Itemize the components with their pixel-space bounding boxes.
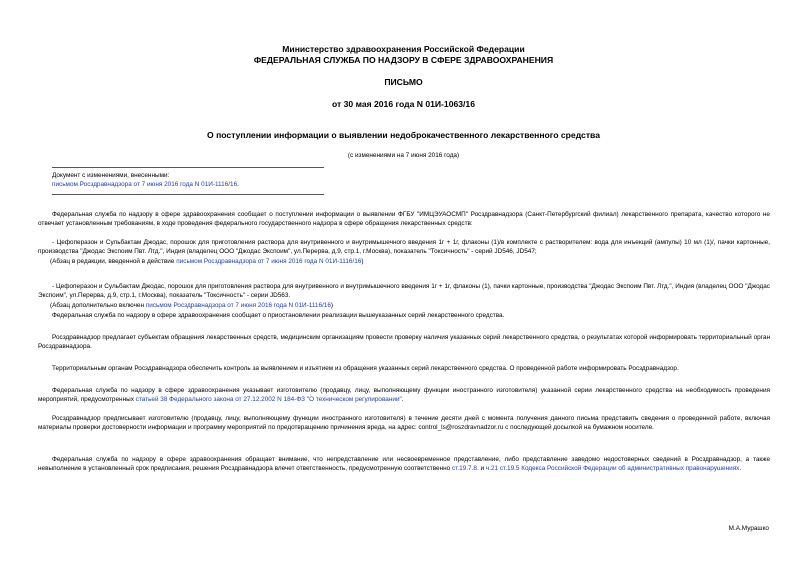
paragraph-suspension: Федеральная служба по надзору в сфере здравоохранения сообщает о приостановлении реализации вышеуказанных серий лекарственного средства. [52, 312, 505, 319]
paragraph-item-1: - Цефоперазон и Сульбактам Джодас, порошок для приготовления раствора для внутривенного и внутримышечного введения 1г + 1г, флаконы (1)/в комплекте с растворителем: вода для инъекций (ампулы) 10 мл (1)/, пачки картонные, производства "Джодас Экспоим Пвт. Лтд.", Индия (владелец ООО "Джодас Экспоим", ул.Перерва, д.9, стр.1, г.Москва), показатель "Токсичность" - серий JD546, JD547; [38, 239, 770, 256]
paragraph-manufacturer-measures: Федеральная служба по надзору в сфере здравоохранения указывает изготовителю (продавцу, лицу, выполняющему функции иностранного изготовителя) указанной серии лекарственного средства на необходимость проведения мероприятий, предусмотренных статьей 38 Федерального закона от 27.12.2002 N 184-ФЗ "О техническом регулировании". [38, 387, 770, 404]
changes-note: (с изменениями на 7 июня 2016 года) [347, 152, 460, 159]
document-type: ПИСЬМО [384, 77, 423, 87]
service-name: ФЕДЕРАЛЬНАЯ СЛУЖБА ПО НАДЗОРУ В СФЕРЕ ЗДРАВООХРАНЕНИЯ [253, 55, 554, 65]
ministry-name: Министерство здравоохранения Российской Федерации [282, 44, 525, 54]
paragraph-item-2-note: (Абзац дополнительно включен письмом Росздравнадзора от 7 июня 2016 года N 01И-1116/16) [50, 302, 334, 309]
paragraph-intro: Федеральная служба по надзору в сфере здравоохранения сообщает о поступлении информации о выявлении ФГБУ "ИМЦЭУАОСМП" Росздравнадзора (Санкт-Петербургский филиал) лекарственного препарата, качество которого не отвечает установленным требованиям, в ходе проведения федерального государственного надзора в сфере обращения лекарственных средств: [38, 211, 770, 228]
document-title: О поступлении информации о выявлении недоброкачественного лекарственного средства [207, 130, 600, 140]
amendment-letter-link[interactable]: письмом Росздравнадзора от 7 июня 2016 года N 01И-1116/16 [52, 181, 238, 188]
changes-box-top-rule [52, 167, 324, 168]
paragraph-liability: Федеральная служба по надзору в сфере здравоохранения обращает внимание, что непредставление или несвоевременное представление, либо представление заведомо недостоверных сведений в Росздравнадзор, а также невыполнение в установленный срок предписания, решения Росздравнадзора влечет ответственность, предусмотренную соответственно ст.19.7.8. и ч.21 ст.19.5 Кодекса Российской Федерации об административных правонарушениях. [38, 456, 770, 473]
signature: М.А.Мурашко [728, 525, 769, 532]
paragraph-check-proposal: Росздравнадзор предлагает субъектам обращения лекарственных средств, медицинским организациям провести проверку наличия указанных серий лекарственного средства, о результатах которой информировать территориальный орган Росздравнадзора. [38, 334, 770, 351]
document-date-number: от 30 мая 2016 года N 01И-1063/16 [332, 99, 475, 109]
changes-box-bottom-rule [52, 194, 324, 195]
administrative-code-link[interactable]: ч.21 ст.19.5 Кодекса Российской Федерации об административных правонарушениях [485, 465, 740, 473]
paragraph-item-2: - Цефоперазон и Сульбактам Джодас, порошок для приготовления раствора для внутривенного и внутримышечного введения 1г + 1г, флаконы (1), пачки картонные, производства "Джодас Экспоим Пвт. Лтд.", Индия (владелец ООО "Джодас Экспоим", ул.Перерва, д.9, стр.1, г.Москва), показатель "Токсичность" - серии JD563. [38, 283, 770, 300]
changes-box: Документ с изменениями, внесенными: письмом Росздравнадзора от 7 июня 2016 года N 01И-1116/16. [52, 171, 324, 189]
article-19-7-8-link[interactable]: ст.19.7.8. [451, 465, 479, 473]
item-1-note-link[interactable]: письмом Росздравнадзора от 7 июня 2016 года N 01И-1116/16 [176, 258, 362, 265]
paragraph-item-1-note: (Абзац в редакции, введенной в действие письмом Росздравнадзора от 7 июня 2016 года N 01И-1116/16) [50, 258, 364, 265]
item-2-note-link[interactable]: письмом Росздравнадзора от 7 июня 2016 года N 01И-1116/16 [145, 302, 331, 309]
changes-box-label: Документ с изменениями, внесенными: [52, 172, 170, 179]
federal-law-link[interactable]: статьей 38 Федерального закона от 27.12.2002 N 184-ФЗ "О техническом регулировании" [135, 396, 402, 404]
paragraph-territorial-control: Территориальным органам Росздравнадзора обеспечить контроль за выявлением и изъятием из обращения указанных серий лекарственного средства. О проведенной работе информировать Росздравнадзор. [52, 365, 679, 372]
paragraph-prescription: Росздравнадзор предписывает изготовителю (продавцу, лицу, выполняющему функции иностранного изготовителя) в течение десяти дней с момента получения данного письма представить сведения о проведенной работе, включая материалы проверки достоверности информации и программу мероприятий по предотвращению причинения вреда, на адрес: control_ls@roszdravnadzor.ru с последующей досылкой на бумажном носителе. [38, 415, 770, 432]
